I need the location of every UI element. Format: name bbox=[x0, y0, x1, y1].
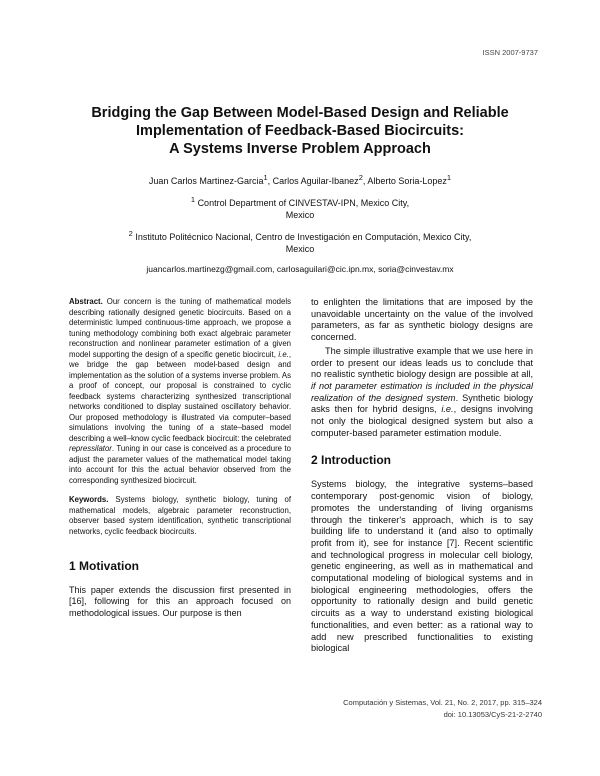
left-column bbox=[69, 297, 291, 619]
title-line: A Systems Inverse Problem Approach bbox=[169, 141, 431, 157]
doi: doi: 10.13053/CyS-21-2-2740 bbox=[443, 710, 542, 719]
title-line: Implementation of Feedback-Based Biocircuits: bbox=[136, 123, 464, 139]
author: Carlos Aguilar-Ibanez bbox=[272, 176, 359, 186]
section-heading-introduction: 2 Introduction bbox=[311, 453, 391, 468]
right-column bbox=[311, 297, 533, 655]
title-line: Bridging the Gap Between Model-Based Design and Reliable bbox=[91, 105, 509, 121]
affiliation-country: Mexico bbox=[285, 244, 315, 254]
paragraph: This paper extends the discussion first presented in [16], following for this an approach focused on methodological issues. Our purpose is then bbox=[69, 585, 291, 618]
issn-label: ISSN 2007-9737 bbox=[482, 48, 538, 57]
affiliation-2: $^2$ Instituto Politécnico Nacional, Centro de Investigación en Computación, Mexico City, Mexico bbox=[100, 228, 500, 255]
keywords-label: Keywords. bbox=[69, 495, 109, 504]
affiliation-text: Control Department of CINVESTAV-IPN, Mexico City, bbox=[197, 198, 410, 208]
author: Alberto Soria-Lopez bbox=[367, 176, 447, 186]
section-heading-motivation: 1 Motivation bbox=[69, 559, 140, 573]
abstract-label: Abstract. bbox=[69, 297, 103, 306]
keywords: Keywords. Systems biology, synthetic biology, tuning of mathematical models, algebraic parameter reconstruction, observer based system identification, synthetic transcriptional networks, cyclic feedback biocircuits. bbox=[69, 495, 291, 536]
paper-title bbox=[60, 104, 540, 158]
author-emails: juancarlos.martinezg@gmail.com, carlosaguilari@cic.ipn.mx, soria@cinvestav.mx bbox=[146, 264, 454, 274]
abstract: Abstract. Our concern is the tuning of mathematical models describing rationally designed genetic biocircuits. Based on a deterministic lumped continuous-time approach, we propose a tuning methodology combining both exact algebraic parameter reconstruction and nonlinear parameter estimation of a given model supporting the design of a specific genetic biocircuit, i.e., we bridge the gap between model-based design and implementation as the solution of a systems inverse problem. As a proof of concept, our proposal is constrained to cyclic feedback systems characterizing synthesized transcriptional networks conditioned to display sustained oscillatory behavior. Our proposed methodology is illustrated via computer–based simulations involving the tuning of a state–based model describing a well–know cyclic feedback biocircuit: the celebrated repressilator. Tuning in our case is conceived as a procedure to adjust the parameter values of the mathematical model taking into account for this the actual behavior observed from the corresponding synthesized biocircuit. bbox=[69, 297, 291, 485]
journal-citation: Computación y Sistemas, Vol. 21, No. 2, 2017, pp. 315–324 bbox=[343, 698, 542, 707]
author-list: Juan Carlos Martinez-Garcia$^1$, Carlos Aguilar-Ibanez$^2$, Alberto Soria-Lopez$^1$ bbox=[148, 173, 452, 186]
affiliation-text: Instituto Politécnico Nacional, Centro de Investigación en Computación, Mexico City, bbox=[135, 232, 472, 242]
paragraph: The simple illustrative example that we use here in order to present our ideas leads us to conclude that no realistic synthetic biology design are possible at all, if not parameter estimation is included in the physical realization of the designed system. Synthetic biology asks then for hybrid designs, i.e., designs involving not only the biological designed system but also a computer-based parameter estimation module. bbox=[311, 345, 533, 438]
affiliation-country: Mexico bbox=[285, 210, 315, 220]
paragraph: Systems biology, the integrative systems–based contemporary post-genomic vision of biology, promotes the understanding of living organisms through the tinkerer's approach, which is to say building life to understand it (and also to optimally profit from it), see for instance [7]. Recent scientific and technological progress in molecular cell biology, genetic engineering, as well as in mathematical and computational modeling of biological systems and in biological engineering methodologies, offers the opportunity to rationally design and build genetic circuits as a way to understand existing biological functionalities, and even better: as a rational way to add new prescribed functionalities to existing biological bbox=[311, 479, 533, 654]
affiliation-1: $^1$ Control Department of CINVESTAV-IPN, Mexico City, Mexico bbox=[100, 194, 500, 221]
paragraph: to enlighten the limitations that are imposed by the unavoidable uncertainty on the value of the involved parameters, as far as synthetic biology designs are concerned. bbox=[311, 297, 533, 343]
author: Juan Carlos Martinez-Garcia bbox=[148, 176, 264, 186]
